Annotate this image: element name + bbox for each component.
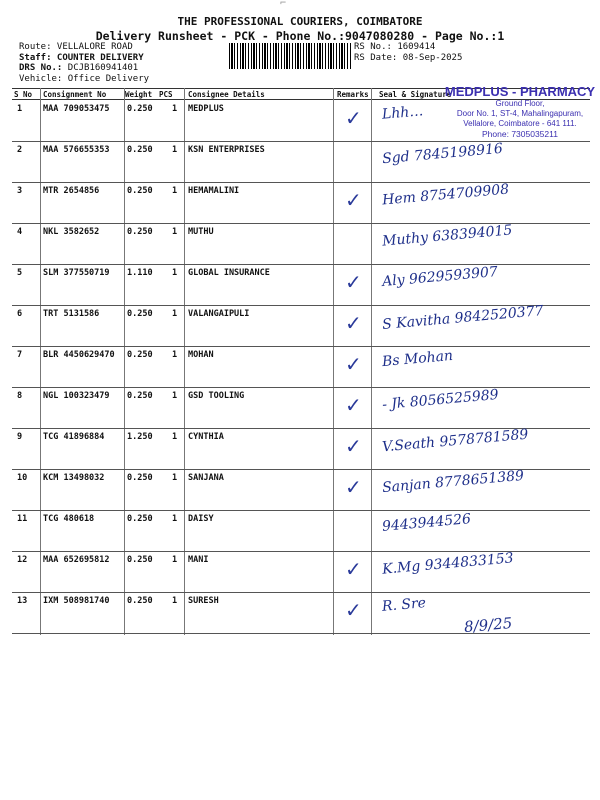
col-remarks: Remarks xyxy=(337,90,369,99)
row-consignee: KSN ENTERPRISES xyxy=(188,145,265,155)
row-weight: 0.250 xyxy=(127,473,153,483)
col-consignment: Consignment No xyxy=(43,90,107,99)
drs-value: DCJB160941401 xyxy=(67,63,139,73)
check-mark-icon: ✓ xyxy=(345,188,362,212)
col-seal: Seal & Signature xyxy=(379,90,452,99)
row-sno: 1 xyxy=(17,104,23,114)
table-row xyxy=(12,428,590,470)
check-mark-icon: ✓ xyxy=(345,393,362,417)
route: Route: VELLALORE ROAD xyxy=(19,42,133,52)
row-consignment: SLM 377550719 xyxy=(43,268,110,278)
row-pcs: 1 xyxy=(172,186,178,196)
row-consignee: GLOBAL INSURANCE xyxy=(188,268,270,278)
row-consignment: KCM 13498032 xyxy=(43,473,105,483)
table-row xyxy=(12,469,590,511)
drs-label: DRS No.: xyxy=(19,63,63,73)
table-row xyxy=(12,510,590,552)
row-pcs: 1 xyxy=(172,432,178,442)
row-pcs: 1 xyxy=(172,350,178,360)
row-consignment: MAA 576655353 xyxy=(43,145,110,155)
row-pcs: 1 xyxy=(172,145,178,155)
handwritten-signature: Hem 8754709908 xyxy=(381,181,510,209)
handwritten-signature: Bs Mohan xyxy=(381,347,454,371)
row-consignment: MAA 709053475 xyxy=(43,104,110,114)
stamp-line: Ground Floor, xyxy=(495,99,545,108)
handwritten-signature: Lhh… xyxy=(381,103,424,123)
row-weight: 0.250 xyxy=(127,514,153,524)
table-row xyxy=(12,223,590,265)
vehicle: Vehicle: Office Delivery xyxy=(19,73,150,84)
handwritten-signature: V.Seath 9578781589 xyxy=(381,426,529,456)
stamp-phone: Phone: 7305035211 xyxy=(482,129,558,139)
row-weight: 0.250 xyxy=(127,350,153,360)
row-consignee: DAISY xyxy=(188,514,214,524)
col-pcs: PCS xyxy=(159,90,173,99)
stamp-line: Vellalore, Coimbatore - 641 111. xyxy=(463,119,577,128)
check-mark-icon: ✓ xyxy=(345,352,362,376)
corner-mark-icon: ⌐ xyxy=(280,0,287,9)
rs-number: RS No.: 1609414 xyxy=(354,42,436,52)
row-sno: 4 xyxy=(17,227,23,237)
table-row xyxy=(12,302,590,347)
row-pcs: 1 xyxy=(172,268,178,278)
rs-date: RS Date: 08-Sep-2025 xyxy=(354,52,463,63)
row-consignee: GSD TOOLING xyxy=(188,391,245,401)
table-row xyxy=(12,182,590,224)
check-mark-icon: ✓ xyxy=(345,311,362,335)
check-mark-icon: ✓ xyxy=(345,270,362,294)
handwritten-signature: - Jk 8056525989 xyxy=(381,386,500,414)
row-consignment: TCG 41896884 xyxy=(43,432,105,442)
row-consignee: MANI xyxy=(188,555,209,565)
row-weight: 0.250 xyxy=(127,309,153,319)
row-weight: 0.250 xyxy=(127,104,153,114)
row-sno: 2 xyxy=(17,145,23,155)
row-consignee: CYNTHIA xyxy=(188,432,224,442)
table-row xyxy=(12,264,590,306)
route-meta xyxy=(19,42,149,84)
row-sno: 12 xyxy=(17,555,28,565)
handwritten-signature: Aly 9629593907 xyxy=(381,263,499,291)
col-weight: Weight xyxy=(125,90,153,99)
row-consignment: IXM 508981740 xyxy=(43,596,110,606)
row-pcs: 1 xyxy=(172,473,178,483)
row-consignee: MEDPLUS xyxy=(188,104,224,114)
row-weight: 0.250 xyxy=(127,596,153,606)
table-row xyxy=(12,387,590,429)
row-pcs: 1 xyxy=(172,391,178,401)
company-title: THE PROFESSIONAL COURIERS, COIMBATORE xyxy=(177,15,423,28)
row-consignment: TRT 5131586 xyxy=(43,309,100,319)
row-pcs: 1 xyxy=(172,309,178,319)
row-consignee: MUTHU xyxy=(188,227,214,237)
handwritten-signature: Muthy 638394015 xyxy=(381,222,513,250)
row-sno: 9 xyxy=(17,432,23,442)
row-sno: 7 xyxy=(17,350,23,360)
handwritten-signature: S Kavitha 9842520377 xyxy=(381,302,545,334)
handwritten-date: 8/9/25 xyxy=(463,613,513,637)
row-consignment: NKL 3582652 xyxy=(43,227,100,237)
pharmacy-stamp xyxy=(440,84,600,140)
handwritten-signature: Sanjan 8778651389 xyxy=(381,467,525,497)
row-weight: 0.250 xyxy=(127,555,153,565)
row-sno: 13 xyxy=(17,596,28,606)
row-consignee: MOHAN xyxy=(188,350,214,360)
check-mark-icon: ✓ xyxy=(345,434,362,458)
row-consignee: SANJANA xyxy=(188,473,224,483)
row-pcs: 1 xyxy=(172,555,178,565)
row-consignment: TCG 480618 xyxy=(43,514,95,524)
row-pcs: 1 xyxy=(172,227,178,237)
row-sno: 6 xyxy=(17,309,23,319)
runsheet-title: Delivery Runsheet - PCK - Phone No.:9047080280 - Page No.:1 xyxy=(95,29,505,43)
row-weight: 1.110 xyxy=(127,268,153,278)
row-sno: 3 xyxy=(17,186,23,196)
handwritten-signature: 9443944526 xyxy=(381,511,472,535)
row-sno: 10 xyxy=(17,473,28,483)
rs-meta xyxy=(354,42,462,63)
check-mark-icon: ✓ xyxy=(345,475,362,499)
row-weight: 0.250 xyxy=(127,227,153,237)
stamp-name: MEDPLUS - PHARMACY xyxy=(444,84,596,99)
table-row xyxy=(12,346,590,388)
table-row xyxy=(12,551,590,593)
row-consignee: SURESH xyxy=(188,596,219,606)
row-consignment: BLR 4450629470 xyxy=(43,350,115,360)
row-consignee: HEMAMALINI xyxy=(188,186,240,196)
handwritten-signature: R. Sre xyxy=(381,595,427,615)
row-weight: 1.250 xyxy=(127,432,153,442)
row-consignment: NGL 100323479 xyxy=(43,391,110,401)
col-consignee: Consignee Details xyxy=(188,90,265,99)
row-weight: 0.250 xyxy=(127,145,153,155)
row-consignment: MAA 652695812 xyxy=(43,555,110,565)
barcode-image xyxy=(229,43,351,69)
stamp-line: Door No. 1, ST-4, Mahalingapuram, xyxy=(456,109,584,118)
handwritten-signature: K.Mg 9344833153 xyxy=(381,550,515,578)
check-mark-icon: ✓ xyxy=(345,557,362,581)
row-weight: 0.250 xyxy=(127,391,153,401)
row-sno: 11 xyxy=(17,514,28,524)
row-pcs: 1 xyxy=(172,104,178,114)
row-pcs: 1 xyxy=(172,514,178,524)
col-sno: S No xyxy=(14,90,33,99)
check-mark-icon: ✓ xyxy=(345,106,362,130)
row-pcs: 1 xyxy=(172,596,178,606)
row-consignee: VALANGAIPULI xyxy=(188,309,250,319)
drs-number xyxy=(19,63,149,74)
staff: Staff: COUNTER DELIVERY xyxy=(19,52,144,63)
table-row xyxy=(12,141,590,183)
row-weight: 0.250 xyxy=(127,186,153,196)
handwritten-signature: Sgd 7845198916 xyxy=(381,140,504,168)
row-sno: 8 xyxy=(17,391,23,401)
row-sno: 5 xyxy=(17,268,23,278)
row-consignment: MTR 2654856 xyxy=(43,186,100,196)
check-mark-icon: ✓ xyxy=(345,598,362,622)
